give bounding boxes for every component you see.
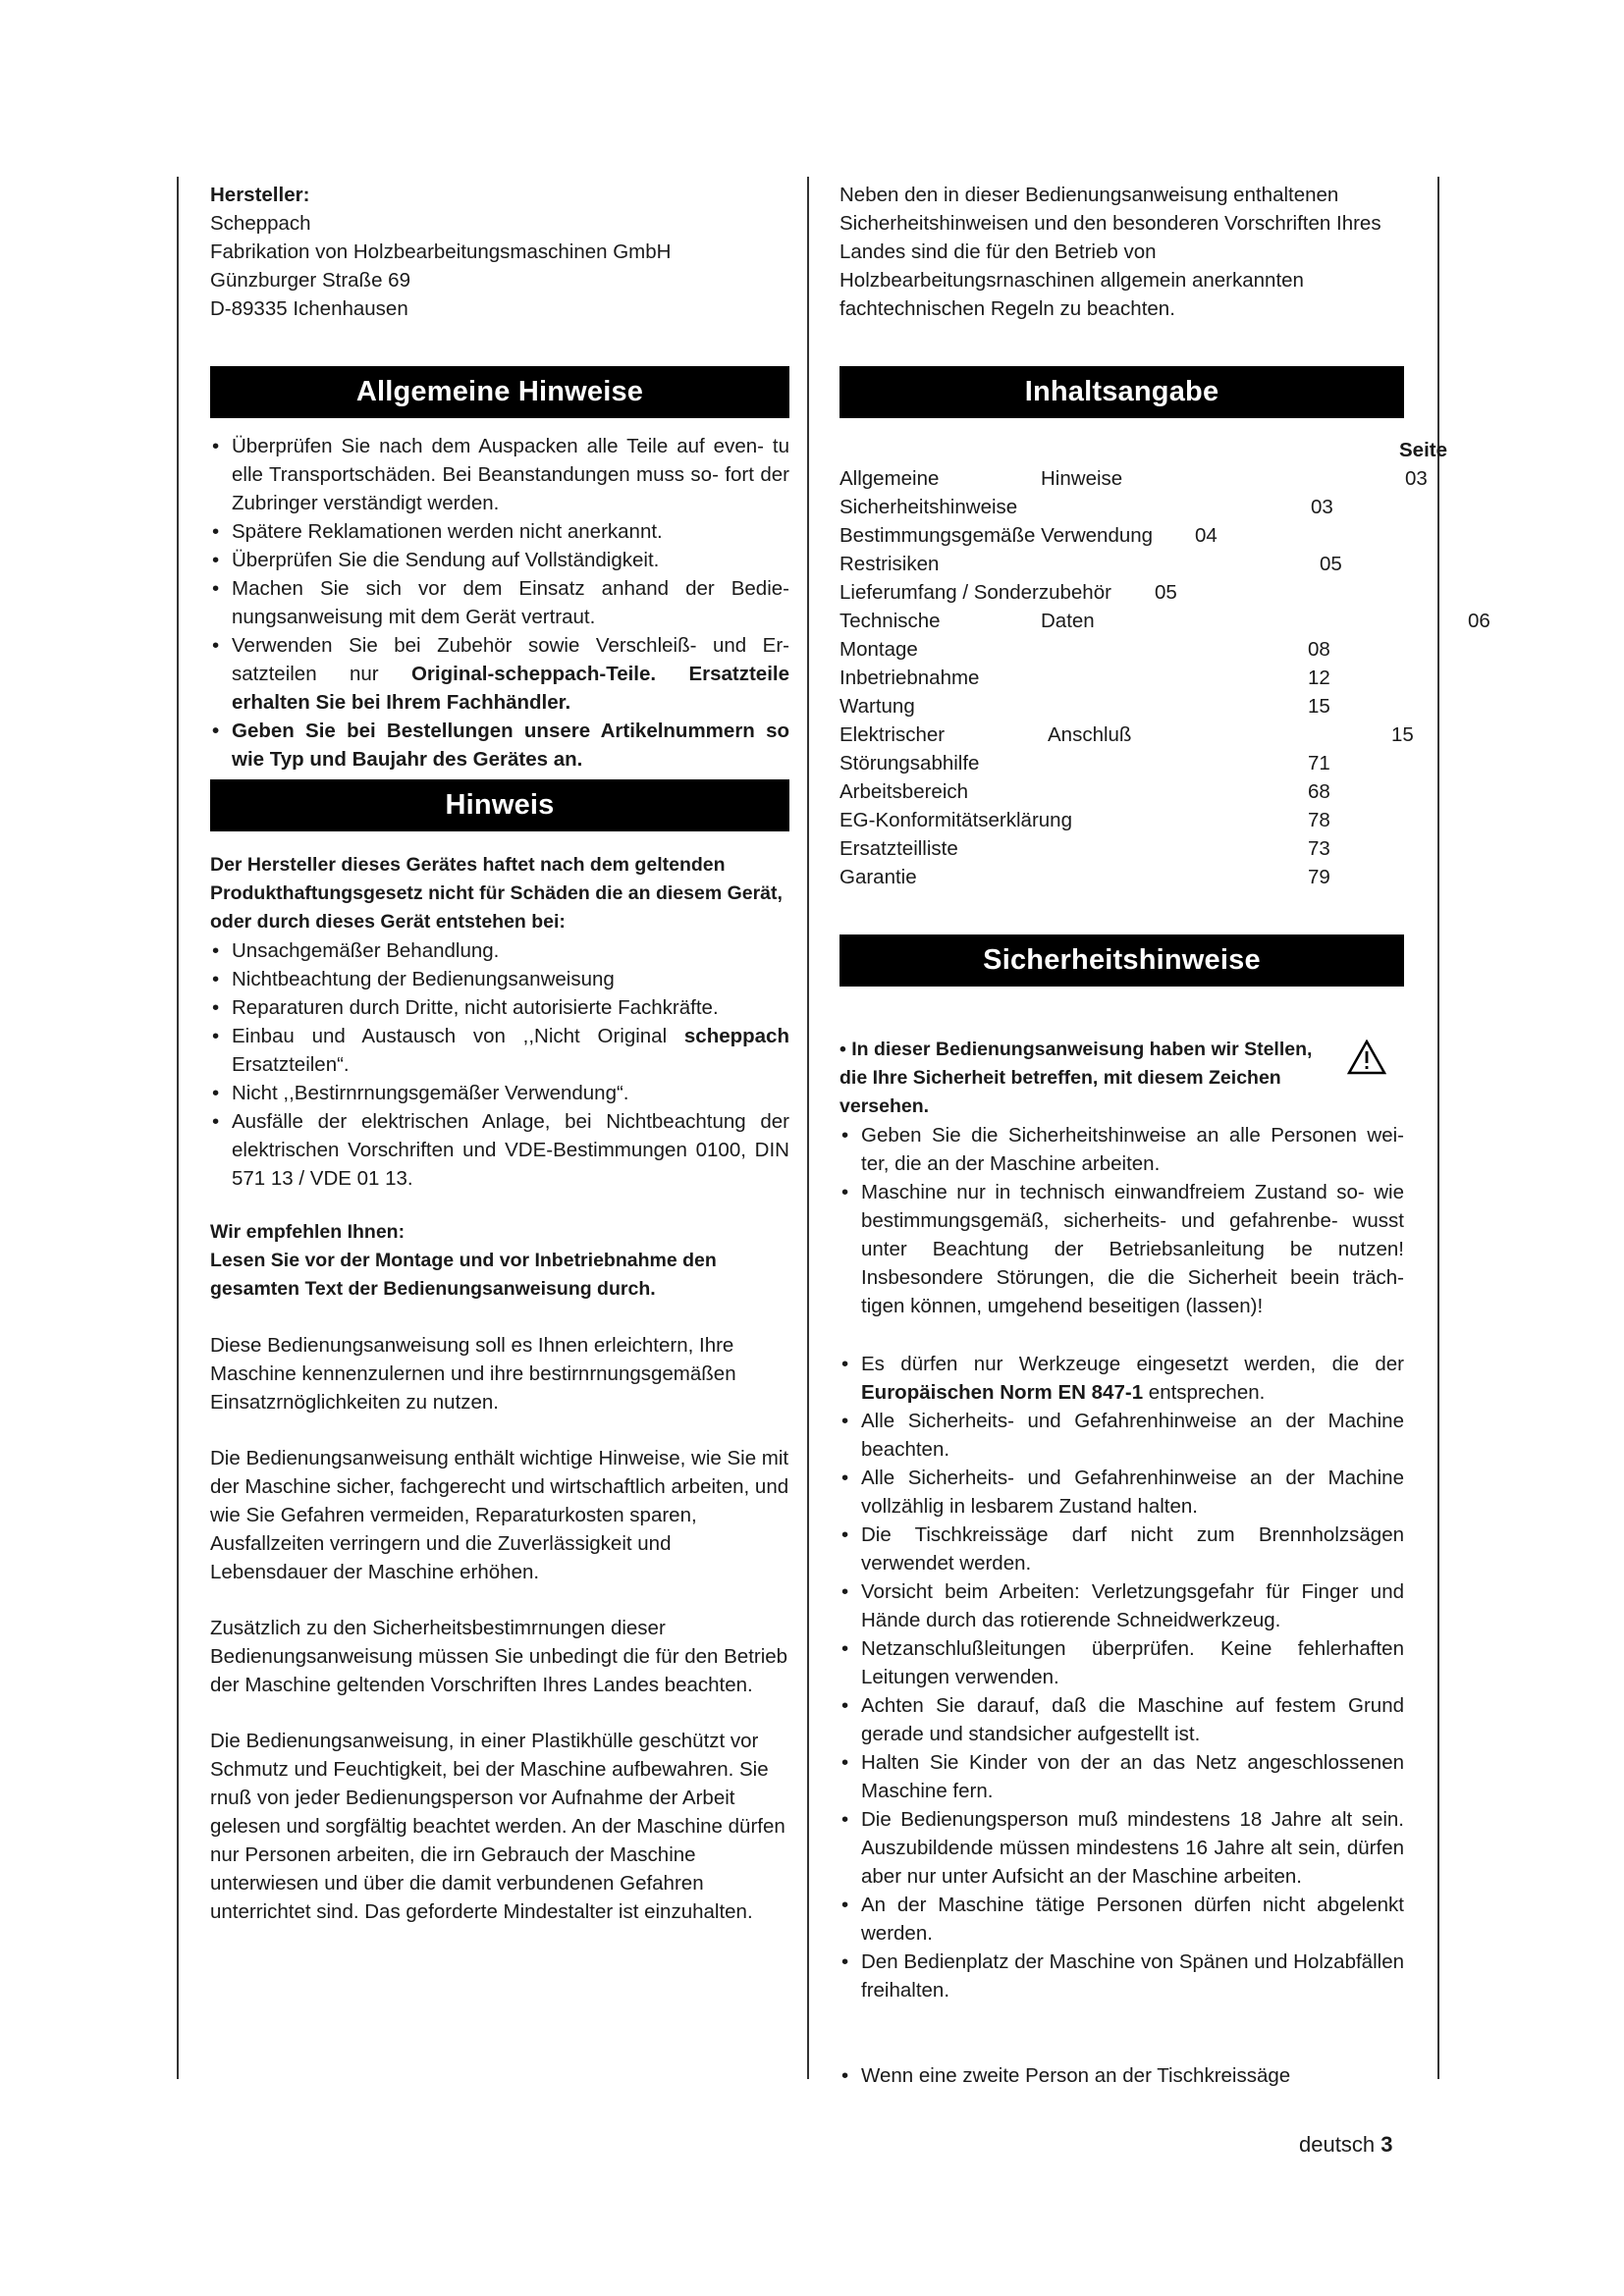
list-item: • Unsachgemäßer Behandlung. [210, 936, 789, 965]
toc-entry: Elektrischer [839, 723, 946, 746]
toc-page: 71 [1308, 752, 1330, 774]
toc-row [839, 834, 1404, 863]
toc-entry: Montage [839, 638, 918, 661]
hinweis-intro: Der Hersteller dieses Gerätes haftet nach dem geltenden Produkthaftungsgesetz nicht für Schäden die an diesem Gerät, oder durch dieses Gerät entstehen bei: [210, 854, 783, 933]
toc-page: 03 [1311, 496, 1333, 518]
list-item: • Geben Sie die Sicherheitshinweise an alle Personen wei- ter, die an der Maschine arbeiten. [839, 1121, 1404, 1178]
safety-list-2 [839, 1350, 1404, 2004]
toc-entry: Störungsabhilfe [839, 752, 980, 774]
toc-row [839, 806, 1404, 834]
toc-row [839, 578, 1404, 607]
toc-entry: Allgemeine [839, 467, 940, 490]
list-item: • Nicht ,,Bestirnrnungsgemäßer Verwendung“. [210, 1079, 789, 1107]
list-item: • Überprüfen Sie die Sendung auf Vollständigkeit. [210, 546, 789, 574]
left-column-rule [177, 177, 179, 2079]
toc-page: 12 [1308, 667, 1330, 689]
toc-row [839, 863, 1404, 891]
toc-page: 15 [1391, 723, 1414, 746]
toc-page: 78 [1308, 809, 1330, 831]
toc-entry: Sicherheitshinweise [839, 496, 1018, 518]
manufacturer-heading: Hersteller: [210, 184, 310, 206]
list-item: • Alle Sicherheits- und Gefahrenhinweise an der Machine beachten. [839, 1407, 1404, 1464]
toc-entry: Restrisiken [839, 553, 940, 575]
toc-seite-row [839, 436, 1447, 464]
toc-row [839, 493, 1404, 521]
list-item: • An der Maschine tätige Personen dürfen nicht abgelenkt werden. [839, 1891, 1404, 1948]
safety-list-1 [839, 1121, 1404, 1320]
paragraph: Die Bedienungsanweisung enthält wichtige Hinweise, wie Sie mit der Maschine sicher, fachgerecht und wirtschaftlich arbeiten, und wie Sie Gefahren vermeiden, Reparaturkosten sparen, Ausfallzeiten verringern und die Zuverlässigkeit und Lebensdauer der Maschine erhöhen. [210, 1447, 789, 1583]
list-item-text: entsprechen. [1143, 1381, 1266, 1404]
list-item: • Halten Sie Kinder von der an das Netz angeschlossenen Maschine fern. [839, 1748, 1404, 1805]
toc-page: 15 [1308, 695, 1330, 718]
paragraph: Diese Bedienungsanweisung soll es Ihnen erleichtern, Ihre Maschine kennenzulernen und ihre bestirnrnungsgemäßen Einsatzrnöglichkeiten zu nutzen. [210, 1334, 736, 1414]
toc-entry: Daten [1041, 610, 1095, 632]
paragraph: Die Bedienungsanweisung, in einer Plastikhülle geschützt vor Schmutz und Feuchtigkeit, bei der Maschine aufbewahren. Sie rnuß von jeder Bedienungsperson vor Aufnahme der Arbeit gelesen und sorgfältig beachtet werden. An der Maschine dürfen nur Personen arbeiten, die irn Gebrauch der Maschine unterwiesen und über die damit verbundenen Gefahren unterrichtet sind. Das geforderte Mindestalter ist einzuhalten. [210, 1730, 785, 1923]
center-column-rule [807, 177, 809, 2079]
toc-entry: Lieferumfang / Sonderzubehör [839, 581, 1111, 604]
manufacturer-block [210, 181, 789, 323]
list-item [210, 631, 789, 717]
safety-list-3 [839, 2061, 1404, 2090]
toc-entry: EG-Konformitätserklärung [839, 809, 1072, 831]
toc-page: 68 [1308, 780, 1330, 803]
toc-page: 79 [1308, 866, 1330, 888]
toc-row [839, 607, 1490, 635]
allgemeine-hinweise-banner: Allgemeine Hinweise [210, 366, 789, 418]
list-item: • Machen Sie sich vor dem Einsatz anhand der Bedie- nungsanweisung mit dem Gerät vertraut. [210, 574, 789, 631]
list-item-text: Einbau und Austausch von ,,Nicht Original [232, 1025, 684, 1047]
toc-list [839, 464, 1490, 891]
toc-row [839, 664, 1404, 692]
toc-page: 03 [1405, 467, 1428, 490]
warning-text-content: In dieser Bedienungsanweisung haben wir Stellen, die Ihre Sicherheit betreffen, mit diesem Zeichen versehen. [839, 1039, 1313, 1117]
toc-entry: Ersatzteilliste [839, 837, 958, 860]
toc-entry: Bestimmungsgemäße Verwendung [839, 524, 1154, 547]
list-item: • Maschine nur in technisch einwandfreiem Zustand so- wie bestimmungsgemäß, sicherheits- und gefahrenbe- wusst unter Beachtung der Betriebsanleitung be nutzen! Insbesondere Störungen, die die Sicherheit beein träch- tigen können, umgehend beseitigen (lassen)! [839, 1178, 1404, 1320]
hinweis-banner: Hinweis [210, 779, 789, 831]
page-footer [1299, 2132, 1392, 2158]
toc-page: 04 [1195, 524, 1218, 547]
sicherheitshinweise-banner: Sicherheitshinweise [839, 934, 1404, 987]
list-item: • Die Bedienungsperson muß mindestens 18 Jahre alt sein. Auszubildende müssen mindestens 16 Jahre alt sein, dürfen aber nur unter Aufsicht an der Maschine arbeiten. [839, 1805, 1404, 1891]
list-item: • Den Bedienplatz der Maschine von Spänen und Holzabfällen freihalten. [839, 1948, 1404, 2004]
page-number: 3 [1380, 2132, 1393, 2157]
list-item: • Ausfälle der elektrischen Anlage, bei Nichtbeachtung der elektrischen Vorschriften und VDE-Bestimmungen 0100, DIN 571 13 / VDE 01 13. [210, 1107, 789, 1193]
list-item: • Wenn eine zweite Person an der Tischkreissäge [839, 2061, 1404, 2090]
manufacturer-line: D-89335 Ichenhausen [210, 297, 408, 320]
list-item-bold: Europäischen Norm EN 847-1 [861, 1381, 1144, 1404]
toc-page: 05 [1155, 581, 1177, 604]
list-item: • Vorsicht beim Arbeiten: Verletzungsgefahr für Finger und Hände durch das rotierende Schneidwerkzeug. [839, 1577, 1404, 1634]
warning-triangle-icon [1347, 1040, 1386, 1075]
manufacturer-line: Günzburger Straße 69 [210, 269, 410, 292]
toc-page: 05 [1320, 553, 1342, 575]
list-item-text: Verwenden Sie bei Zubehör sowie Verschleiß- und Er- satzteilen nur [232, 634, 789, 685]
warning-note [839, 1036, 1404, 1121]
toc-row [839, 777, 1404, 806]
list-item-bold: scheppach [683, 1025, 789, 1047]
right-column [839, 181, 1490, 2090]
list-item [839, 1350, 1404, 1407]
list-item-text: Es dürfen nur Werkzeuge eingesetzt werden, die der [861, 1353, 1404, 1375]
toc-seite-label: Seite [1399, 439, 1447, 461]
list-item: • Netzanschlußleitungen überprüfen. Keine fehlerhaften Leitungen verwenden. [839, 1634, 1404, 1691]
toc-row [839, 521, 1404, 550]
toc-entry: Wartung [839, 695, 915, 718]
manufacturer-line: Fabrikation von Holzbearbeitungsmaschinen GmbH [210, 240, 672, 263]
toc-entry: Hinweise [1041, 467, 1123, 490]
warning-text: • In dieser Bedienungsanweisung haben wir Stellen, die Ihre Sicherheit betreffen, mit diesem Zeichen versehen. [839, 1039, 1313, 1117]
right-intro: Neben den in dieser Bedienungsanweisung enthaltenen Sicherheitshinweisen und den besonderen Vorschriften Ihres Landes sind die für den Betrieb von Holzbearbeitungsrnaschinen allgemein anerkannten fachtechnischen Regeln zu beachten. [839, 184, 1381, 320]
toc-entry: Anschluß [1048, 723, 1132, 746]
list-item: • Spätere Reklamationen werden nicht anerkannt. [210, 517, 789, 546]
toc-row [839, 721, 1414, 749]
list-item: • Geben Sie bei Bestellungen unsere Artikelnummern so wie Typ und Baujahr des Gerätes an. [210, 717, 789, 774]
toc-entry: Inbetriebnahme [839, 667, 980, 689]
toc-entry: Technische [839, 610, 941, 632]
toc-entry: Garantie [839, 866, 917, 888]
toc-entry: Arbeitsbereich [839, 780, 969, 803]
toc-row [839, 749, 1404, 777]
toc-page: 73 [1308, 837, 1330, 860]
list-item [210, 1022, 789, 1079]
toc-page: 08 [1308, 638, 1330, 661]
hinweis-list [210, 936, 789, 1193]
left-column [210, 181, 789, 1926]
allgemeine-hinweise-list [210, 432, 789, 774]
footer-language: deutsch [1299, 2132, 1376, 2157]
paragraph: Zusätzlich zu den Sicherheitsbestimrnungen dieser Bedienungsanweisung müssen Sie unbedingt die für den Betrieb der Maschine geltenden Vorschriften Ihres Landes beachten. [210, 1617, 788, 1696]
toc-row [839, 635, 1404, 664]
toc-page: 06 [1468, 610, 1490, 632]
toc-row [839, 692, 1404, 721]
list-item: • Überprüfen Sie nach dem Auspacken alle Teile auf even- tu elle Transportschäden. Bei Beanstandungen muss so- fort der Zubringer verständigt werden. [210, 432, 789, 517]
inhaltsangabe-banner: Inhaltsangabe [839, 366, 1404, 418]
list-item: • Achten Sie darauf, daß die Maschine auf festem Grund gerade und standsicher aufgestellt ist. [839, 1691, 1404, 1748]
toc-row [839, 464, 1428, 493]
list-item-text: Ersatzteilen“. [232, 1053, 350, 1076]
toc-row [839, 550, 1404, 578]
list-item: • Die Tischkreissäge darf nicht zum Brennholzsägen verwendet werden. [839, 1521, 1404, 1577]
list-item: • Reparaturen durch Dritte, nicht autorisierte Fachkräfte. [210, 993, 789, 1022]
manufacturer-line: Scheppach [210, 212, 311, 235]
list-item: • Alle Sicherheits- und Gefahrenhinweise an der Machine vollzählig in lesbarem Zustand halten. [839, 1464, 1404, 1521]
recommend-heading: Wir empfehlen Ihnen: [210, 1221, 406, 1243]
recommend-text: Lesen Sie vor der Montage und vor Inbetriebnahme den gesamten Text der Bedienungsanweisung durch. [210, 1250, 717, 1300]
list-item-bold: Original-scheppach-Teile. Ersatzteile erhalten Sie bei Ihrem Fachhändler. [232, 663, 790, 714]
list-item: • Nichtbeachtung der Bedienungsanweisung [210, 965, 789, 993]
